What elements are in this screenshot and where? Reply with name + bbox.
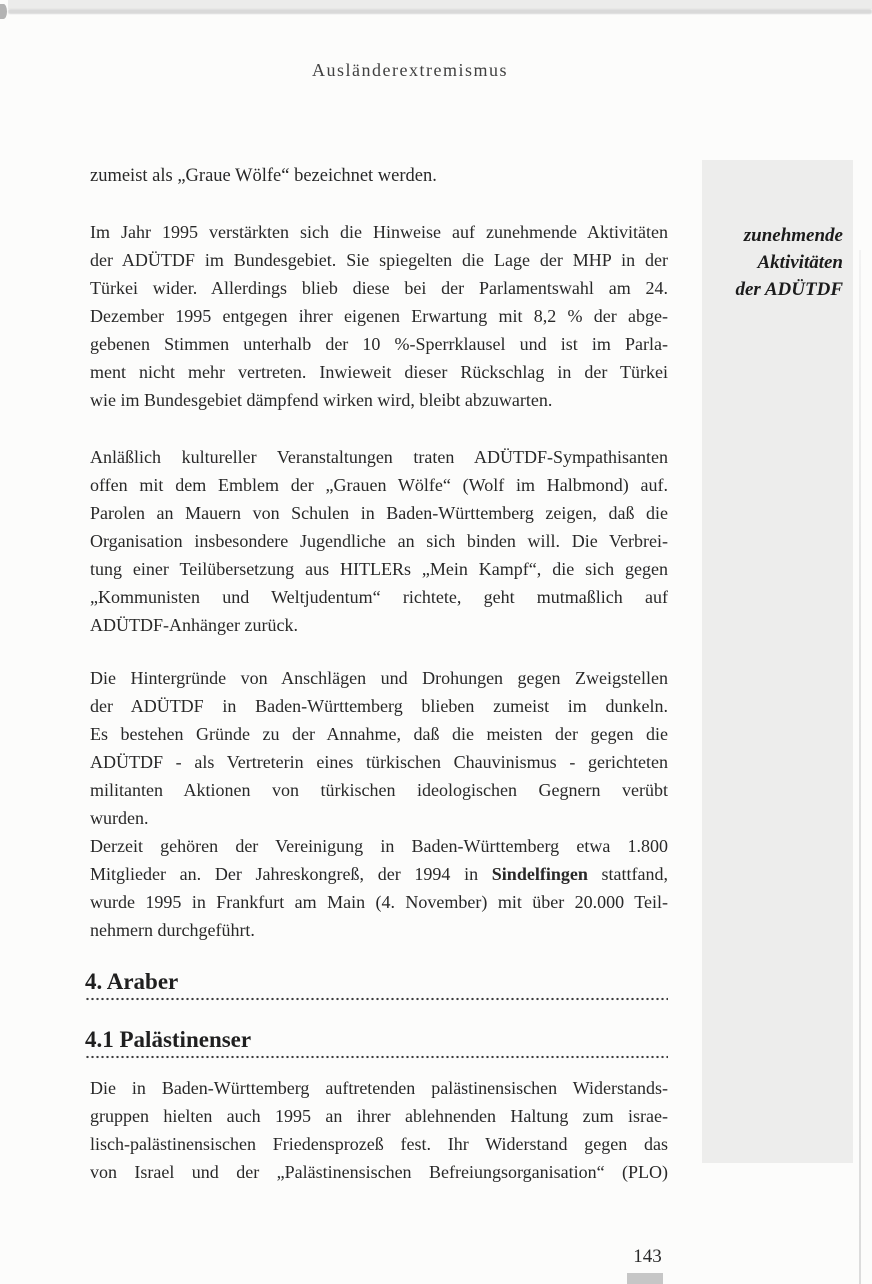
- scan-artifact-top-bar-edge: [8, 9, 872, 14]
- body-paragraph-2: Anläßlich kultureller Veranstaltungen traten ADÜTDF-Sympathisanten offen mit dem Emblem der „Grauen Wölfe“ (Wolf im Halbmond) auf. Parolen an Mauern von Schulen in Baden-Württemberg zeigen, daß die Organisation insbesondere Jugendliche an sich binden will. Die Verbrei- tung einer Teilübersetzung aus HITLERs „Mein Kampf“, die sich gegen „Kommunisten und Weltjudentum“ richtete, geht mutmaßlich auf ADÜTDF-Anhänger zurück.: [90, 447, 668, 635]
- page-header: Ausländerextremismus: [312, 60, 508, 80]
- body-paragraph-1: Im Jahr 1995 verstärkten sich die Hinweise auf zunehmende Aktivitäten der ADÜTDF im Bundesgebiet. Sie spiegelten die Lage der MHP in der Türkei wider. Allerdings blieb diese bei der Parlamentswahl am 24. Dezember 1995 entgegen ihrer eigenen Erwartung mit 8,2 % der abge- gebenen Stimmen unterhalb der 10 %-Sperrklausel und ist im Parla- ment nicht mehr vertreten. Inwieweit dieser Rückschlag in der Türkei wie im Bundesgebiet dämpfend wirken wird, bleibt abzuwarten.: [90, 222, 668, 410]
- page-tab-mark: [627, 1273, 663, 1284]
- section-heading-palaestinenser: [85, 1028, 668, 1059]
- section-heading-araber: [85, 970, 668, 1001]
- scan-artifact-corner-mark: [0, 4, 7, 19]
- margin-note: zunehmende Aktivitäten der ADÜTDF: [735, 225, 843, 300]
- body-intro-line: zumeist als „Graue Wölfe“ bezeichnet werden.: [90, 166, 437, 186]
- dotted-rule: [85, 1055, 668, 1059]
- scan-artifact-edge-line: [859, 250, 861, 1284]
- section-heading-araber-title: 4. Araber: [85, 969, 179, 994]
- body-paragraph-5: Die in Baden-Württemberg auftretenden palästinensischen Widerstands- gruppen hielten auch 1995 an ihrer ablehnenden Haltung zum israe- lisch-palästinensischen Friedensprozeß fest. Ihr Widerstand gegen das von Israel und der „Palästinensischen Befreiungsorganisation“ (PLO): [90, 1078, 668, 1182]
- body-paragraph-3: Die Hintergründe von Anschlägen und Drohungen gegen Zweigstellen der ADÜTDF in Baden-Württemberg blieben zumeist im dunkeln. Es bestehen Gründe zu der Annahme, daß die meisten der gegen die ADÜTDF - als Vertreterin eines türkischen Chauvinismus - gerichteten militanten Aktionen von türkischen ideologischen Gegnern verübt wurden.: [90, 668, 668, 828]
- dotted-rule: [85, 997, 668, 1001]
- page-number: 143: [633, 1246, 662, 1267]
- section-heading-palaestinenser-title: 4.1 Palästinenser: [85, 1027, 252, 1052]
- scan-artifact-top-bar: [8, 0, 872, 9]
- margin-shading-strip: [702, 160, 853, 1163]
- body-paragraph-4: Derzeit gehören der Vereinigung in Baden-Württemberg etwa 1.800 Mitglieder an. Der Jahreskongreß, der 1994 in Sindelfingen stattfand, wurde 1995 in Frankfurt am Main (4. November) mit über 20.000 Teil- nehmern durchgeführt.: [90, 836, 669, 940]
